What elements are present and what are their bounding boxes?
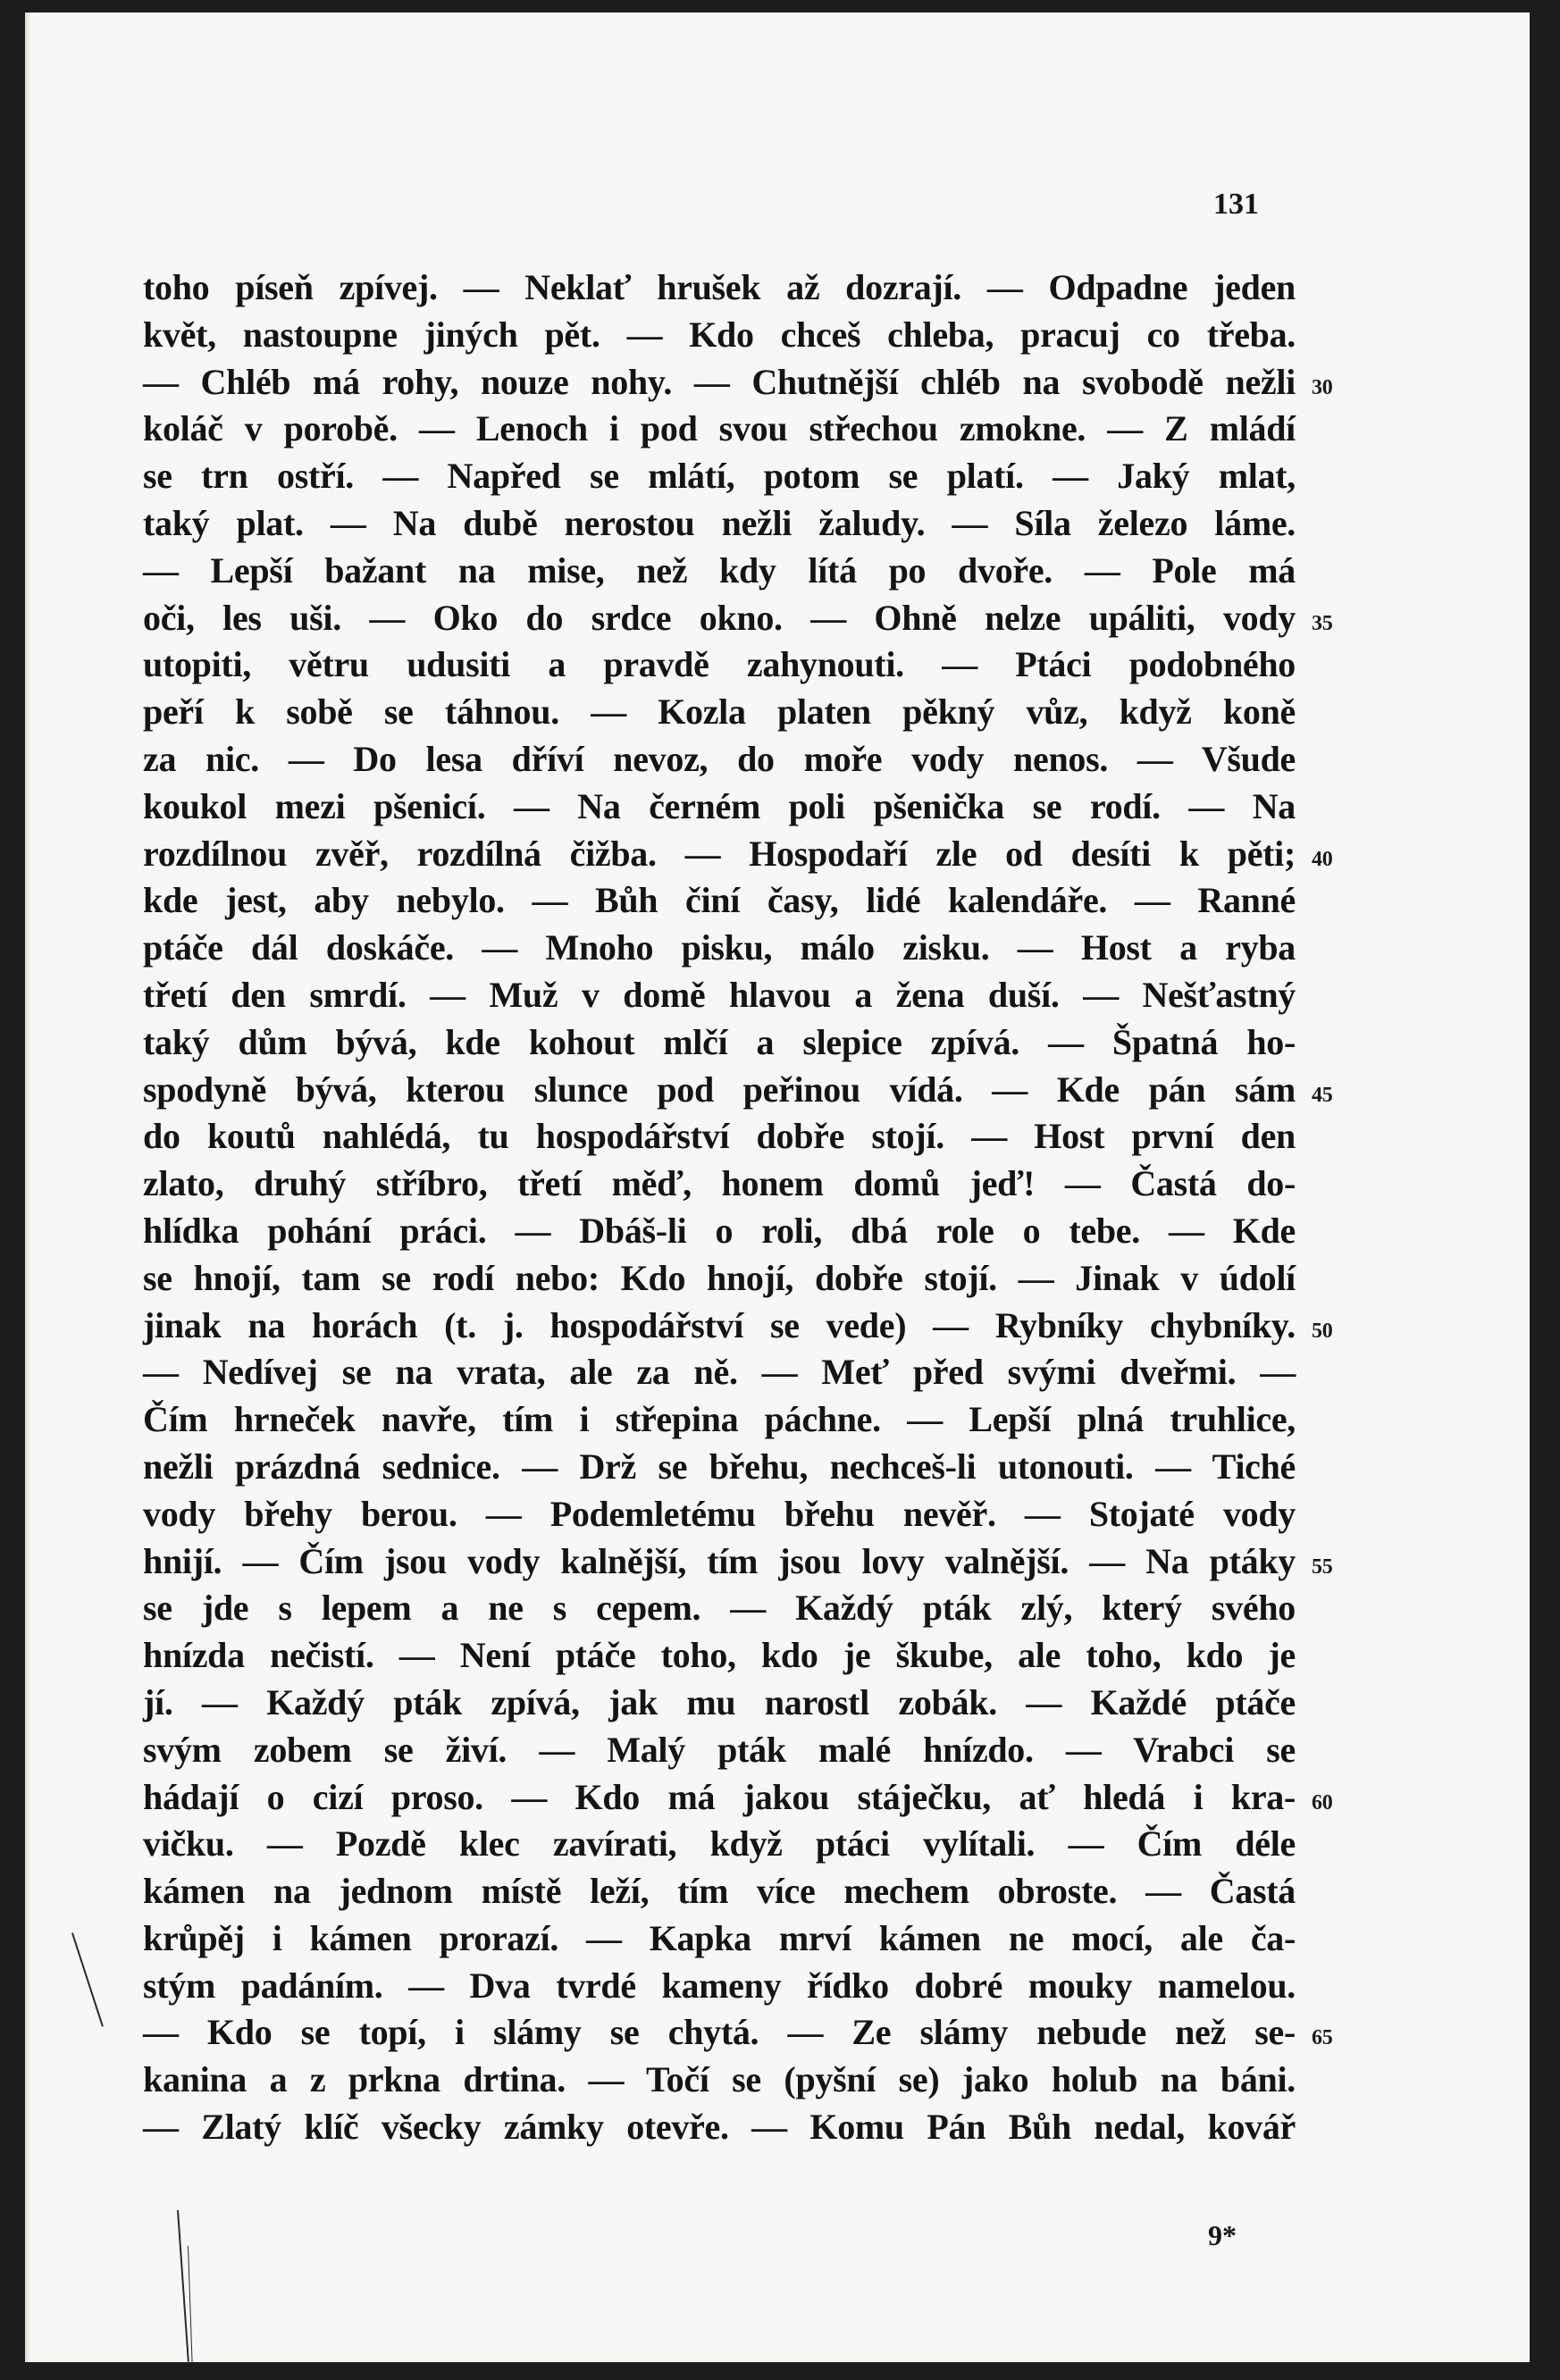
line-text: do koutů nahlédá, tu hospodářství dobře stojí. — Host první den — [143, 1116, 1296, 1157]
line-text: vičku. — Pozdě klec zavírati, když ptáci vylítali. — Čím déle — [143, 1823, 1296, 1865]
line-text: rozdílnou zvěř, rozdílná čižba. — Hospodaří zle od desíti k pěti; — [143, 833, 1296, 874]
text-line — [143, 1821, 1296, 1868]
line-text: peří k sobě se táhnou. — Kozla platen pěkný vůz, když koně — [143, 691, 1296, 733]
text-line — [143, 1303, 1333, 1350]
line-text: za nic. — Do lesa dříví nevoz, do moře vody nenos. — Všude — [143, 738, 1296, 779]
text-line — [143, 1444, 1296, 1491]
text-line — [143, 641, 1296, 689]
text-line — [143, 1774, 1333, 1822]
line-text: — Kdo se topí, i slámy se chytá. — Ze slámy nebude než se- — [143, 2012, 1296, 2053]
line-number-marker: 30 — [1312, 375, 1333, 399]
line-number-marker: 60 — [1312, 1790, 1333, 1814]
gutter-scan-mark — [177, 2210, 189, 2362]
text-line — [143, 1915, 1296, 1963]
line-text: třetí den smrdí. — Muž v domě hlavou a žena duší. — Nešťastný — [143, 974, 1296, 1015]
text-line — [143, 1067, 1333, 1114]
scan-edge-shadow — [25, 13, 30, 2362]
text-line — [143, 359, 1333, 406]
line-text: hnízda nečistí. — Není ptáče toho, kdo je škube, ale toho, kdo je — [143, 1635, 1296, 1676]
line-text: se jde s lepem a ne s cepem. — Každý pták zlý, který svého — [143, 1588, 1296, 1629]
line-text: — Zlatý klíč všecky zámky otevře. — Komu Pán Bůh nedal, kovář — [143, 2107, 1296, 2148]
text-line — [143, 1349, 1296, 1396]
text-line — [143, 312, 1296, 359]
line-text: taký plat. — Na dubě nerostou nežli žaludy. — Síla železo láme. — [143, 502, 1296, 543]
line-text: krůpěj i kámen prorazí. — Kapka mrví kámen ne mocí, ale ča- — [143, 1917, 1296, 1958]
line-text: se trn ostří. — Napřed se mlátí, potom se platí. — Jaký mlat, — [143, 456, 1296, 497]
line-text: se hnojí, tam se rodí nebo: Kdo hnojí, dobře stojí. — Jinak v údolí — [143, 1257, 1296, 1298]
text-line — [143, 2009, 1333, 2057]
text-line — [143, 689, 1296, 736]
body-text — [143, 264, 1333, 2151]
text-line — [143, 548, 1296, 595]
line-text: taký dům bývá, kde kohout mlčí a slepice zpívá. — Špatná ho- — [143, 1021, 1296, 1062]
text-line — [143, 1161, 1296, 1208]
text-line — [143, 831, 1333, 878]
line-text: spodyně bývá, kterou slunce pod peřinou vídá. — Kde pán sám — [143, 1068, 1296, 1110]
line-text: stým padáním. — Dva tvrdé kameny řídko dobré mouky namelou. — [143, 1965, 1296, 2006]
line-text: nežli prázdná sednice. — Drž se břehu, nechceš-li utonouti. — Tiché — [143, 1446, 1296, 1487]
text-line — [143, 1113, 1296, 1161]
text-line — [143, 1963, 1296, 2010]
line-text: koláč v porobě. — Lenoch i pod svou střechou zmokne. — Z mládí — [143, 408, 1296, 449]
text-line — [143, 595, 1333, 642]
text-line — [143, 406, 1296, 453]
text-line — [143, 264, 1296, 312]
line-text: svým zobem se živí. — Malý pták malé hnízdo. — Vrabci se — [143, 1729, 1296, 1770]
line-text: koukol mezi pšenicí. — Na černém poli pšenička se rodí. — Na — [143, 785, 1296, 826]
line-number-marker: 65 — [1312, 2026, 1333, 2050]
text-line — [143, 784, 1296, 831]
line-text: kanina a z prkna drtina. — Točí se (pyšní se) jako holub na báni. — [143, 2059, 1296, 2100]
line-number-marker: 45 — [1312, 1083, 1333, 1107]
line-text: hlídka pohání práci. — Dbáš-li o roli, dbá role o tebe. — Kde — [143, 1210, 1296, 1251]
text-line — [143, 1208, 1296, 1255]
text-line — [143, 1491, 1296, 1538]
text-line — [143, 736, 1296, 784]
line-text: květ, nastoupne jiných pět. — Kdo chceš chleba, pracuj co třeba. — [143, 314, 1296, 355]
text-line — [143, 972, 1296, 1019]
line-text: kde jest, aby nebylo. — Bůh činí časy, lidé kalendáře. — Ranné — [143, 880, 1296, 921]
text-line — [143, 1868, 1296, 1915]
line-text: kámen na jednom místě leží, tím více mechem obroste. — Častá — [143, 1871, 1296, 1912]
line-text: zlato, druhý stříbro, třetí měď, honem domů jeď! — Častá do- — [143, 1163, 1296, 1204]
line-text: — Lepší bažant na mise, než kdy lítá po dvoře. — Pole má — [143, 549, 1296, 591]
text-line — [143, 1255, 1296, 1303]
line-number-marker: 50 — [1312, 1319, 1333, 1343]
text-line — [143, 1632, 1296, 1680]
line-text: utopiti, větru udusiti a pravdě zahynouti. — Ptáci podobného — [143, 644, 1296, 685]
line-number-marker: 35 — [1312, 611, 1333, 635]
line-text: toho píseň zpívej. — Neklať hrušek až dozrají. — Odpadne jeden — [143, 267, 1296, 307]
text-line — [143, 500, 1296, 548]
line-text: vody břehy berou. — Podemletému břehu nevěř. — Stojaté vody — [143, 1493, 1296, 1534]
line-text: ptáče dál doskáče. — Mnoho pisku, málo zisku. — Host a ryba — [143, 927, 1296, 968]
text-line — [143, 877, 1296, 925]
gutter-scan-mark — [188, 2246, 193, 2362]
text-line — [143, 1727, 1296, 1774]
line-number-marker: 40 — [1312, 847, 1333, 871]
text-line — [143, 925, 1296, 972]
text-line — [143, 453, 1296, 500]
gutter-scan-mark — [71, 1932, 104, 2026]
text-line — [143, 1019, 1296, 1067]
line-number-marker: 55 — [1312, 1555, 1333, 1579]
signature-mark: 9* — [1208, 2219, 1237, 2251]
text-line — [143, 1680, 1296, 1727]
text-line — [143, 1538, 1333, 1586]
book-page — [25, 13, 1530, 2362]
line-text: Čím hrneček navře, tím i střepina páchne. — Lepší plná truhlice, — [143, 1399, 1296, 1440]
line-text: hnijí. — Čím jsou vody kalnější, tím jsou lovy valnější. — Na ptáky — [143, 1540, 1296, 1581]
line-text: jinak na horách (t. j. hospodářství se vede) — Rybníky chybníky. — [143, 1304, 1296, 1345]
page-number: 131 — [1213, 188, 1259, 221]
text-line — [143, 2104, 1296, 2151]
line-text: oči, les uši. — Oko do srdce okno. — Ohně nelze upáliti, vody — [143, 597, 1296, 638]
text-line — [143, 1396, 1296, 1444]
line-text: jí. — Každý pták zpívá, jak mu narostl zobák. — Každé ptáče — [143, 1681, 1296, 1722]
text-line — [143, 1585, 1296, 1632]
text-line — [143, 2057, 1296, 2104]
line-text: — Nedívej se na vrata, ale za ně. — Meť před svými dveřmi. — — [143, 1352, 1296, 1393]
line-text: — Chléb má rohy, nouze nohy. — Chutnější chléb na svobodě nežli — [143, 361, 1296, 402]
line-text: hádají o cizí proso. — Kdo má jakou stáječku, ať hledá i kra- — [143, 1776, 1296, 1817]
